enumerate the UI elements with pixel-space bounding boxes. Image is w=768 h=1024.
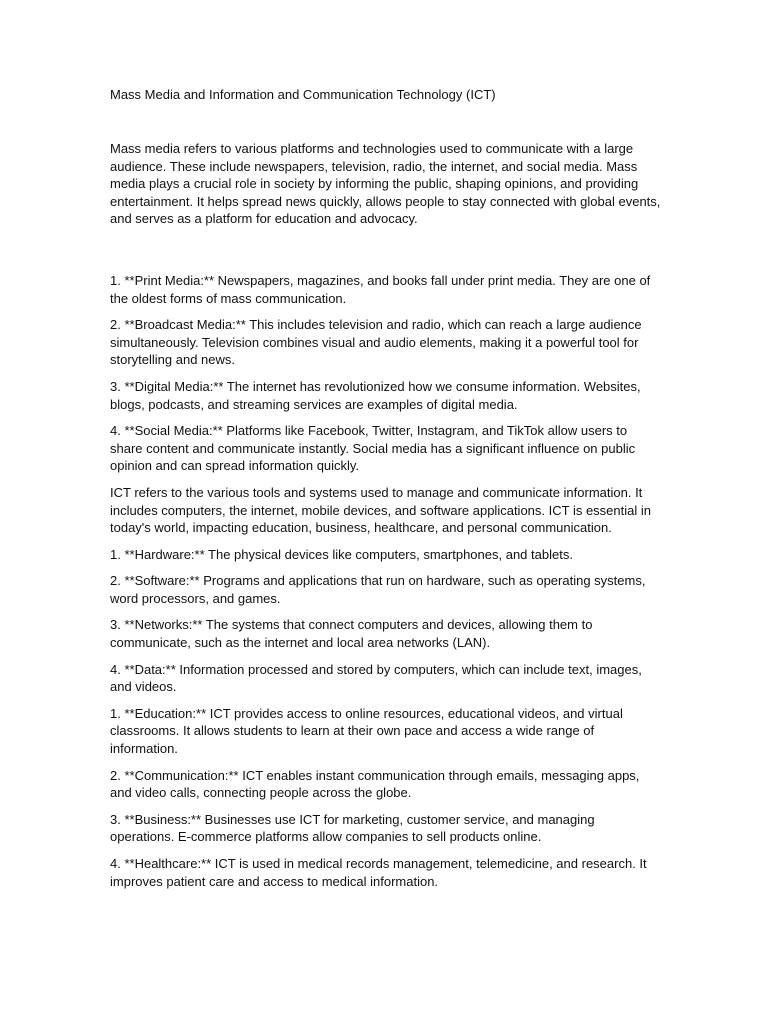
paragraph-software: 2. **Software:** Programs and applications that run on hardware, such as operating systems, word processors, and games. [110, 573, 646, 606]
paragraph-communication: 2. **Communication:** ICT enables instant communication through emails, messaging apps, and video calls, connecting people across the globe. [110, 767, 640, 801]
paragraph-networks: 3. **Networks:** The systems that connect computers and devices, allowing them to communicate, such as the internet and local area networks (LAN). [110, 617, 593, 651]
paragraph-education: 1. **Education:** ICT provides access to online resources, educational videos, and virtual classrooms. It allows students to learn at their own pace and access a wide range of information. [110, 705, 623, 757]
paragraph-social-media: 4. **Social Media:** Platforms like Facebook, Twitter, Instagram, and TikTok allow users to share content and communicate instantly. Social media has a significant influence on public opinion and can spread information quickly. [110, 423, 636, 474]
paragraph-data: 4. **Data:** Information processed and stored by computers, which can include text, images, and videos. [110, 661, 642, 695]
paragraph-healthcare: 4. **Healthcare:** ICT is used in medical records management, telemedicine, and research. It improves patient care and access to medical information. [110, 856, 647, 889]
paragraph-print-media: 1. **Print Media:** Newspapers, magazines, and books fall under print media. They are one of the oldest forms of mass communication. [110, 272, 651, 306]
paragraph-broadcast-media: 2. **Broadcast Media:** This includes television and radio, which can reach a large audience simultaneously. Television combines visual and audio elements, making it a powerful tool for storytelling and news. [110, 317, 642, 368]
paragraph-digital-media: 3. **Digital Media:** The internet has revolutionized how we consume information. Websites, blogs, podcasts, and streaming services are examples of digital media. [110, 378, 641, 412]
document-body [110, 86, 662, 899]
document-title: Mass Media and Information and Communication Technology (ICT) [110, 87, 496, 102]
paragraph-business: 3. **Business:** Businesses use ICT for marketing, customer service, and managing operations. E-commerce platforms allow companies to sell products online. [110, 811, 595, 845]
paragraph-hardware: 1. **Hardware:** The physical devices like computers, smartphones, and tablets. [110, 546, 573, 562]
paragraph-ict-definition: ICT refers to the various tools and systems used to manage and communicate information. It includes computers, the internet, mobile devices, and software applications. ICT is essential in today's world, impacting education, business, healthcare, and personal communication. [110, 484, 651, 536]
intro-paragraph: Mass media refers to various platforms and technologies used to communicate with a large audience. These include newspapers, television, radio, the internet, and social media. Mass media plays a crucial role in society by informing the public, shaping opinions, and providing entertainment. It helps spread news quickly, allows people to stay connected with global events, and serves as a platform for education and advocacy. [110, 141, 661, 227]
